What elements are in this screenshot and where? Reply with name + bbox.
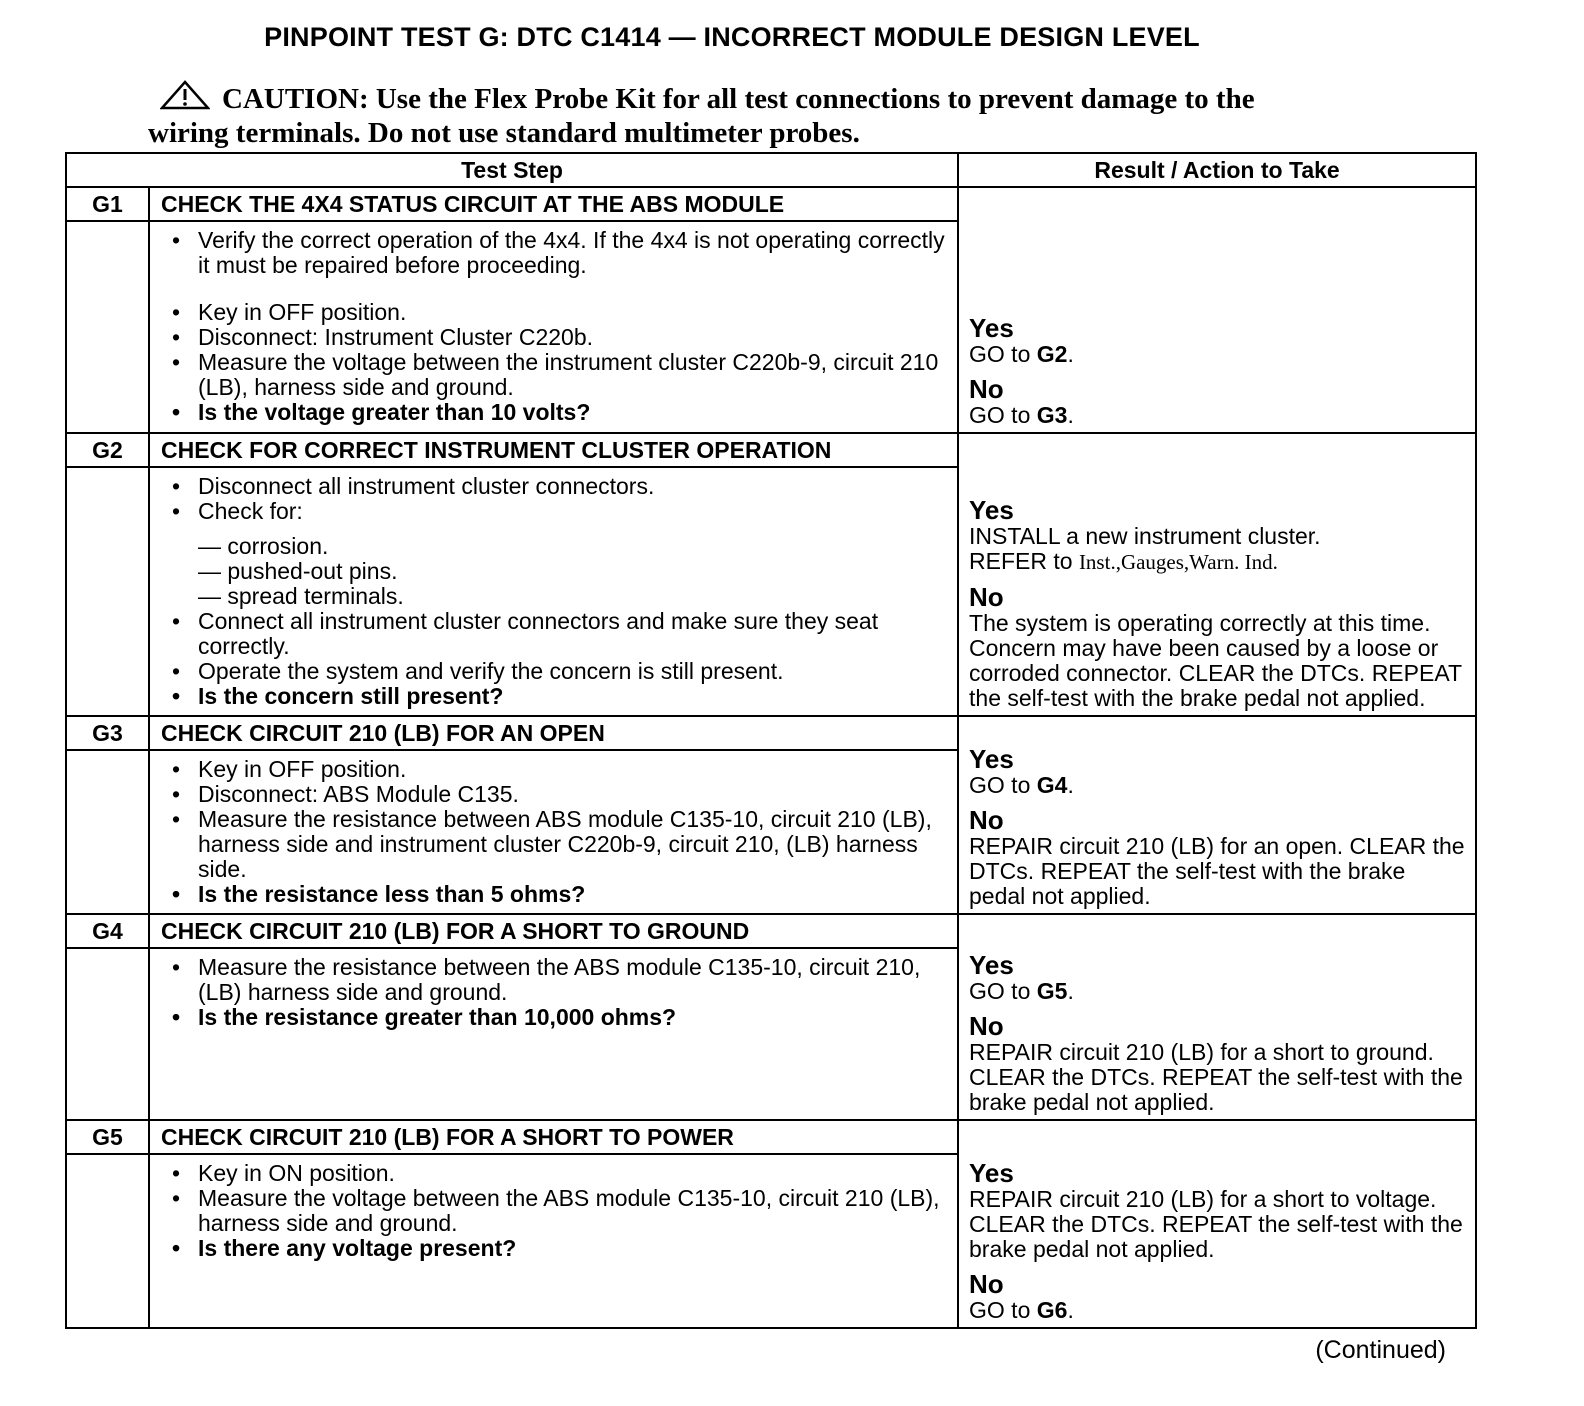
step-id-spacer: [66, 948, 149, 1120]
continued-label: (Continued): [1315, 1336, 1446, 1364]
step-bullet: • Disconnect: Instrument Cluster C220b.: [160, 325, 947, 350]
check-item: — spread terminals.: [198, 583, 404, 609]
yes-action: INSTALL a new instrument cluster.: [969, 523, 1321, 549]
step-heading: CHECK THE 4X4 STATUS CIRCUIT AT THE ABS MODULE: [149, 187, 958, 221]
step-result: [958, 433, 1476, 716]
yes-action: GO to: [969, 341, 1037, 367]
yes-goto-ref: G4: [1036, 772, 1068, 798]
yes-refer: REFER to: [969, 548, 1079, 574]
step-bullet: • Measure the resistance between the ABS module C135-10, circuit 210, (LB) harness side and ground.: [160, 955, 947, 1005]
step-heading: CHECK CIRCUIT 210 (LB) FOR A SHORT TO GROUND: [149, 914, 958, 948]
no-goto-ref: G6: [1036, 1297, 1068, 1323]
page-title: PINPOINT TEST G: DTC C1414 — INCORRECT MODULE DESIGN LEVEL: [264, 22, 1200, 52]
step-id-spacer: [66, 750, 149, 914]
yes-action: GO to: [969, 772, 1037, 798]
step-bullet: • Check for:: [160, 499, 947, 524]
step-heading: CHECK CIRCUIT 210 (LB) FOR A SHORT TO POWER: [149, 1120, 958, 1154]
yes-label: Yes: [969, 313, 1014, 343]
step-g1-head-row: [66, 187, 1476, 221]
yes-label: Yes: [969, 950, 1014, 980]
step-g5-head-row: [66, 1120, 1476, 1154]
yes-label: Yes: [969, 495, 1014, 525]
caution-line1: CAUTION: Use the Flex Probe Kit for all test connections to prevent damage to the: [222, 83, 1255, 115]
step-g2-head-row: [66, 433, 1476, 467]
no-label: No: [969, 582, 1004, 612]
step-result: Yes GO to G4. No REPAIR circuit 210 (LB) for an open. CLEAR the DTCs. REPEAT the self-test with the brake pedal not applied.: [958, 716, 1476, 914]
step-body: [149, 221, 958, 433]
check-item: — corrosion.: [198, 533, 329, 559]
step-id-spacer: [66, 221, 149, 433]
step-bullet: • Measure the resistance between ABS module C135-10, circuit 210 (LB), harness side and instrument cluster C220b-9, circuit 210, (LB) harness side.: [160, 807, 947, 882]
yes-goto-ref: G2: [1036, 341, 1068, 367]
no-goto-ref: G3: [1036, 402, 1068, 428]
step-heading: CHECK FOR CORRECT INSTRUMENT CLUSTER OPERATION: [149, 433, 958, 467]
step-body: [149, 1154, 958, 1328]
step-body: [149, 467, 958, 716]
step-bullet: • Measure the voltage between the ABS module C135-10, circuit 210 (LB), harness side and ground.: [160, 1186, 947, 1236]
no-label: No: [969, 374, 1004, 404]
no-action: GO to: [969, 402, 1037, 428]
caution-note: [148, 80, 1408, 149]
no-label: No: [969, 1269, 1004, 1299]
no-label: No: [969, 805, 1004, 835]
step-question: • Is there any voltage present?: [160, 1236, 947, 1261]
warning-triangle-icon: [160, 80, 210, 117]
step-id: G2: [66, 433, 149, 467]
step-bullet: • Disconnect: ABS Module C135.: [160, 782, 947, 807]
step-id-spacer: [66, 467, 149, 716]
no-action: GO to: [969, 1297, 1037, 1323]
yes-label: Yes: [969, 744, 1014, 774]
step-heading: CHECK CIRCUIT 210 (LB) FOR AN OPEN: [149, 716, 958, 750]
no-action: REPAIR circuit 210 (LB) for an open. CLEAR the DTCs. REPEAT the self-test with the brake pedal not applied.: [969, 833, 1465, 909]
step-question: • Is the resistance less than 5 ohms?: [160, 882, 947, 907]
step-id: G5: [66, 1120, 149, 1154]
yes-goto-ref: G5: [1036, 978, 1068, 1004]
no-action: REPAIR circuit 210 (LB) for a short to ground. CLEAR the DTCs. REPEAT the self-test with the brake pedal not applied.: [969, 1039, 1463, 1115]
step-id-spacer: [66, 1154, 149, 1328]
step-id: G4: [66, 914, 149, 948]
step-g3-head-row: [66, 716, 1476, 750]
col-test-step: Test Step: [66, 153, 958, 187]
step-question: • Is the concern still present?: [160, 684, 947, 709]
step-bullet: • Key in OFF position.: [160, 300, 947, 325]
step-question: • Is the voltage greater than 10 volts?: [160, 400, 947, 425]
no-action: The system is operating correctly at this time. Concern may have been caused by a loose or corroded connector. CLEAR the DTCs. REPEAT the self-test with the brake pedal not applied.: [969, 610, 1462, 711]
step-bullet: • Verify the correct operation of the 4x4. If the 4x4 is not operating correctly it must be repaired before proceeding.: [160, 228, 947, 278]
step-result: Yes GO to G5. No REPAIR circuit 210 (LB) for a short to ground. CLEAR the DTCs. REPEAT the self-test with the brake pedal not applied.: [958, 914, 1476, 1120]
step-bullet: • Connect all instrument cluster connectors and make sure they seat correctly.: [160, 609, 947, 659]
step-bullet: • Disconnect all instrument cluster connectors.: [160, 474, 947, 499]
step-bullet: • Operate the system and verify the concern is still present.: [160, 659, 947, 684]
yes-label: Yes: [969, 1158, 1014, 1188]
step-result: Yes GO to G2. No GO to G3.: [958, 187, 1476, 433]
yes-action: REPAIR circuit 210 (LB) for a short to voltage. CLEAR the DTCs. REPEAT the self-test with the brake pedal not applied.: [969, 1186, 1463, 1262]
step-id: G3: [66, 716, 149, 750]
step-body: [149, 750, 958, 914]
table-header-row: [66, 153, 1476, 187]
caution-line2: wiring terminals. Do not use standard multimeter probes.: [148, 117, 860, 149]
step-id: G1: [66, 187, 149, 221]
no-label: No: [969, 1011, 1004, 1041]
step-bullet: • Key in OFF position.: [160, 757, 947, 782]
step-g4-head-row: [66, 914, 1476, 948]
step-body: [149, 948, 958, 1120]
check-item: — pushed-out pins.: [198, 558, 398, 584]
step-bullet: • Key in ON position.: [160, 1161, 947, 1186]
yes-action: GO to: [969, 978, 1037, 1004]
pinpoint-test-table: [65, 152, 1477, 1329]
step-bullet: • Measure the voltage between the instrument cluster C220b-9, circuit 210 (LB), harness side and ground.: [160, 350, 947, 400]
step-question: • Is the resistance greater than 10,000 ohms?: [160, 1005, 947, 1030]
yes-refer-link[interactable]: Inst.,Gauges,Warn. Ind.: [1078, 550, 1278, 574]
col-result-action: Result / Action to Take: [958, 153, 1476, 187]
step-result: Yes REPAIR circuit 210 (LB) for a short to voltage. CLEAR the DTCs. REPEAT the self-test with the brake pedal not applied. No GO to G6.: [958, 1120, 1476, 1328]
